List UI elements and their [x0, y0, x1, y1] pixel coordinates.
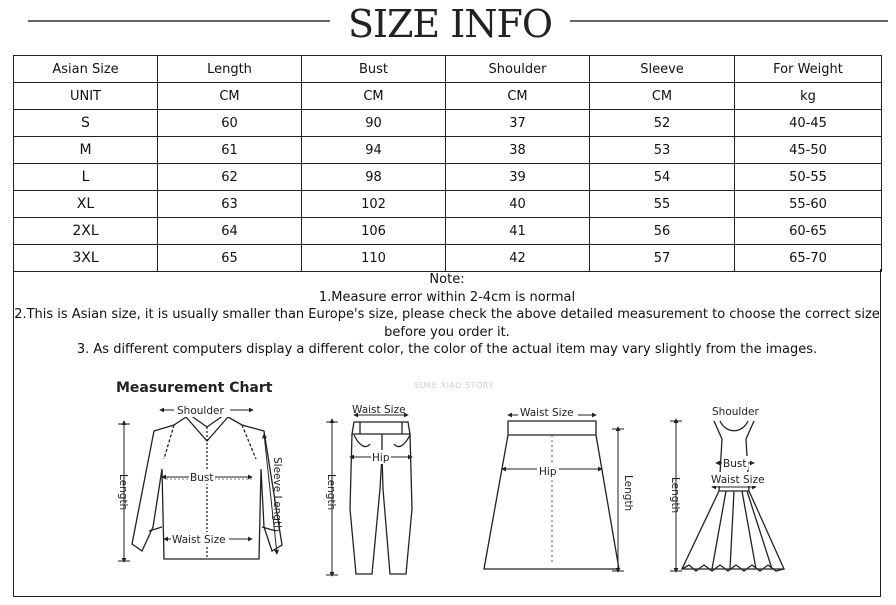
table-cell: 64	[158, 218, 302, 245]
shirt-bust-label: Bust	[190, 472, 214, 484]
size-table	[13, 55, 882, 272]
dress-length-label: Length	[669, 477, 681, 514]
table-row	[14, 164, 882, 191]
shirt-waist-label: Waist Size	[172, 534, 226, 546]
header-cell: Length	[158, 56, 302, 83]
table-cell: 102	[302, 191, 446, 218]
header-cell: Bust	[302, 56, 446, 83]
table-row	[14, 218, 882, 245]
table-cell: 57	[590, 245, 735, 272]
shirt-length-label: Length	[117, 474, 129, 511]
dress-drawing	[682, 421, 784, 571]
size-cell: XL	[14, 191, 158, 218]
table-cell: 110	[302, 245, 446, 272]
table-header-row	[14, 56, 882, 83]
table-cell: 52	[590, 110, 735, 137]
skirt-drawing	[484, 421, 619, 569]
dress-bust-label: Bust	[723, 458, 747, 470]
header-cell: For Weight	[735, 56, 882, 83]
page-title: SIZE INFO	[347, 2, 553, 46]
unit-cell: CM	[158, 83, 302, 110]
unit-cell: UNIT	[14, 83, 158, 110]
unit-cell: kg	[735, 83, 882, 110]
table-cell: 50-55	[735, 164, 882, 191]
unit-cell: CM	[446, 83, 590, 110]
note-3: 3. As different computers display a different color, the color of the actual item may vary slightly from the images.	[76, 342, 818, 357]
table-cell: 40-45	[735, 110, 882, 137]
skirt-length-label: Length	[622, 475, 634, 512]
table-cell: 60-65	[735, 218, 882, 245]
table-cell: 39	[446, 164, 590, 191]
table-cell: 38	[446, 137, 590, 164]
table-cell: 54	[590, 164, 735, 191]
table-cell: 55	[590, 191, 735, 218]
size-cell: S	[14, 110, 158, 137]
watermark: SURE XIAO STORY	[414, 381, 494, 390]
table-cell: 94	[302, 137, 446, 164]
table-cell: 55-60	[735, 191, 882, 218]
note-1: 1.Measure error within 2-4cm is normal	[318, 289, 576, 305]
shirt-sleeve-label: Sleeve Length	[271, 457, 283, 532]
table-cell: 60	[158, 110, 302, 137]
table-cell: 56	[590, 218, 735, 245]
pants-length-label: Length	[325, 474, 337, 511]
skirt-hip-label: Hip	[539, 466, 557, 478]
table-cell: 45-50	[735, 137, 882, 164]
title-divider-right	[570, 20, 888, 22]
table-row	[14, 245, 882, 272]
title-row	[0, 0, 896, 52]
pants-guides	[326, 415, 412, 576]
notes-heading: Note:	[429, 272, 465, 287]
table-row	[14, 137, 882, 164]
table-unit-row	[14, 83, 882, 110]
table-row	[14, 110, 882, 137]
table-row	[14, 191, 882, 218]
pants-hip-label: Hip	[372, 452, 390, 464]
size-cell: L	[14, 164, 158, 191]
table-cell: 41	[446, 218, 590, 245]
garment-drawings	[14, 269, 880, 596]
table-cell: 65-70	[735, 245, 882, 272]
table-cell: 90	[302, 110, 446, 137]
table-cell: 98	[302, 164, 446, 191]
header-cell: Sleeve	[590, 56, 735, 83]
table-cell: 40	[446, 191, 590, 218]
measurement-chart	[14, 269, 880, 596]
header-cell: Asian Size	[14, 56, 158, 83]
dress-waist-label: Waist Size	[711, 474, 765, 486]
size-cell: M	[14, 137, 158, 164]
table-cell: 65	[158, 245, 302, 272]
skirt-waist-label: Waist Size	[520, 407, 574, 419]
dress-shoulder-label: Shoulder	[712, 406, 759, 418]
table-cell: 53	[590, 137, 735, 164]
note-2-continued: before you order it.	[384, 324, 510, 340]
pants-drawing	[350, 422, 412, 574]
table-cell: 106	[302, 218, 446, 245]
table-cell: 42	[446, 245, 590, 272]
size-cell: 3XL	[14, 245, 158, 272]
header-cell: Shoulder	[446, 56, 590, 83]
pants-waist-label: Waist Size	[352, 404, 406, 416]
table-cell: 61	[158, 137, 302, 164]
table-cell: 37	[446, 110, 590, 137]
unit-cell: CM	[590, 83, 735, 110]
note-2: 2.This is Asian size, it is usually smaller than Europe's size, please check the above detailed measurement to choose the correct size	[14, 307, 880, 322]
title-divider-left	[28, 20, 330, 22]
chart-title: Measurement Chart	[116, 380, 273, 396]
shirt-shoulder-label: Shoulder	[177, 405, 224, 417]
table-cell: 63	[158, 191, 302, 218]
unit-cell: CM	[302, 83, 446, 110]
table-cell: 62	[158, 164, 302, 191]
size-cell: 2XL	[14, 218, 158, 245]
notes-box	[13, 269, 881, 597]
